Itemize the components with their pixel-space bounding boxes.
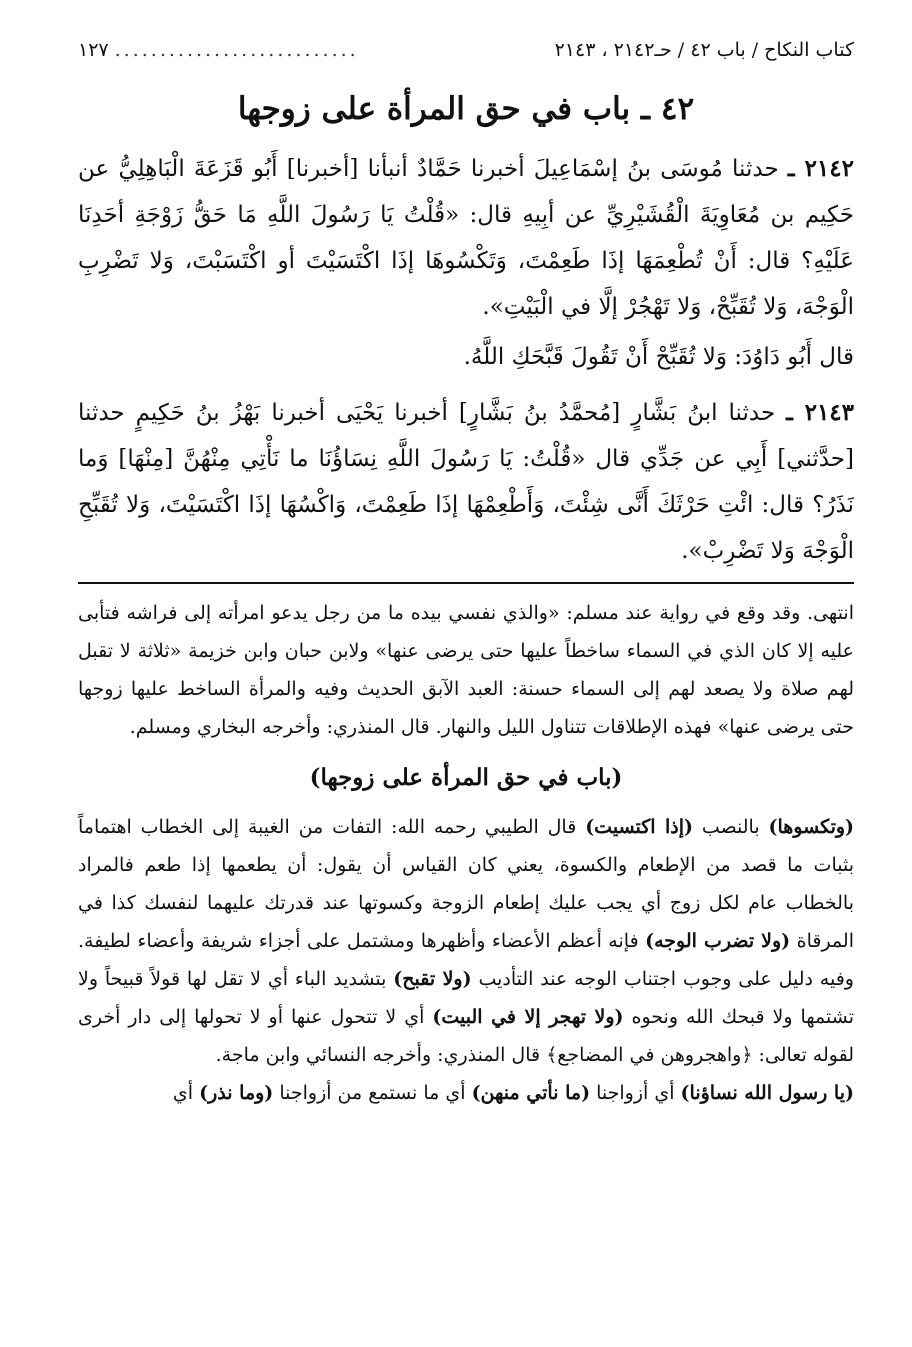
- document-page: [78, 30, 854, 1112]
- hadith-2143: [78, 390, 854, 574]
- chapter-title: ٤٢ ـ باب في حق المرأة على زوجها: [237, 91, 695, 127]
- hadith-text: حدثنا مُوسَى بنُ إسْمَاعِيلَ أخبرنا حَمَّادٌ أنبأنا [أخبرنا] أَبُو قَزَعَةَ الْبَاهِلِيُّ عن حَكِيم بن مُعَاوِيَةَ الْقُشَيْرِيِّ عن أبِيهِ قال: «قُلْتُ يَا رَسُولَ اللَّهِ مَا حَقُّ زَوْجَةِ أحَدِنَا عَلَيْهِ؟ قال: أَنْ تُطْعِمَهَا إذَا طَعِمْتَ، وَتَكْسُوهَا إذَا اكْتَسَيْتَ أو اكْتَسَبْتَ، وَلا تَضْرِبِ الْوَجْهَ، وَلا تُقَبِّحْ، وَلا تَهْجُرْ إلَّا في الْبَيْتِ».: [78, 156, 854, 320]
- quoted-phrase: (وتكسوها): [768, 816, 855, 838]
- quoted-phrase: (إذا اكتسيت): [585, 816, 694, 838]
- page-number-group: [78, 30, 359, 70]
- commentary-text: فإنه أعظم الأعضاء وأظهرها ومشتمل على أجزاء شريفة وأعضاء لطيفة. وفيه دليل على وجوب اجتناب الوجه عند التأديب: [78, 930, 854, 990]
- hadith-number: ٢١٤٢ ـ: [787, 155, 854, 182]
- hadith-number: ٢١٤٣ ـ: [786, 399, 855, 426]
- commentary-text: أي لا تتحول عنها أو لا تحولها إلى دار أخرى لقوله تعالى: ﴿واهجروهن في المضاجع﴾ قال المنذري: وأخرجه النسائي وابن ماجة.: [78, 1006, 854, 1066]
- commentary-paragraph: [78, 1074, 854, 1112]
- commentary-text: أي: [172, 1082, 194, 1104]
- commentary-text: بتشديد الباء أي لا تقل لها قولاً قبيحاً ولا تشتمها ولا قبحك الله ونحوه: [78, 968, 855, 1028]
- commentary-text: أي أزواجنا: [596, 1082, 675, 1104]
- footnote-divider: [78, 582, 854, 584]
- abu-dawud-note: قال أَبُو دَاوُدَ: وَلا تُقَبِّحْ أَنْ تَقُولَ قَبَّحَكِ اللَّهُ.: [463, 344, 854, 370]
- commentary-text: أي ما نستمع من أزواجنا: [279, 1082, 466, 1104]
- quoted-phrase: (ولا تقبح): [393, 968, 472, 990]
- footnote-continuation: انتهى. وقد وقع في رواية عند مسلم: «والذي نفسي بيده ما من رجل يدعو امرأته إلى فراشه فتأبى عليه إلا كان الذي في السماء ساخطاً عليها حتى يرضى عنها» ولابن حبان وابن خزيمة «ثلاثة لا تقبل لهم صلاة ولا يصعد لهم إلى السماء حسنة: العبد الآبق الحديث وفيه والمرأة الساخط عليها زوجها حتى يرضى عنها» فهذه الإطلاقات تتناول الليل والنهار. قال المنذري: وأخرجه البخاري ومسلم.: [78, 602, 854, 738]
- hadith-text: حدثنا ابنُ بَشَّارٍ [مُحمَّدُ بنُ بَشَّارٍ] أخبرنا يَحْيَى أخبرنا بَهْزُ بنُ حَكِيمٍ حدثنا [حدَّثني] أَبِي عن جَدِّي قال «قُلْتُ: يَا رَسُولَ اللَّهِ نِسَاؤُنَا ما نَأْتِي مِنْهُنَّ [مِنْهَا] وَما نَذَرُ؟ قال: ائْتِ حَرْثَكَ أَنَّى شِئْتَ، وَأَطْعِمْهَا إذَا طَعِمْتَ، وَاكْسُهَا إذَا اكْتَسَيْتَ، وَلا تُقَبِّحِ الْوَجْهَ وَلا تَضْرِبْ».: [78, 400, 854, 564]
- leader-dots: ...........................: [114, 39, 359, 61]
- quoted-phrase: (وما نذر): [199, 1082, 274, 1104]
- commentary-paragraph: [78, 808, 854, 1074]
- commentary-text: قال الطيبي رحمه الله: التفات من الغيبة إلى الخطاب اهتماماً بثبات ما قصد من الإطعام والكسوة، يعني كان القياس أن يقول: أن يطعمها إذا طعم فالمراد بالخطاب عام لكل زوج أي يجب عليك إطعام الزوجة وكسوتها عند قدرتك عليهما لنفسك كذا في المرقاة: [78, 816, 854, 952]
- page-number: ١٢٧: [78, 39, 109, 61]
- commentary-title: (باب في حق المرأة على زوجها): [309, 764, 623, 791]
- running-header: [78, 30, 854, 70]
- quoted-phrase: (ولا تهجر إلا في البيت): [432, 1006, 624, 1028]
- quoted-phrase: (يا رسول الله نساؤنا): [680, 1082, 854, 1104]
- running-title: كتاب النكاح / باب ٤٢ / حـ٢١٤٢ ، ٢١٤٣: [554, 39, 854, 61]
- quoted-phrase: (ولا تضرب الوجه): [645, 930, 791, 952]
- hadith-2142: [78, 146, 854, 330]
- quoted-phrase: (ما نأتي منهن): [471, 1082, 591, 1104]
- commentary-text: بالنصب: [701, 816, 760, 838]
